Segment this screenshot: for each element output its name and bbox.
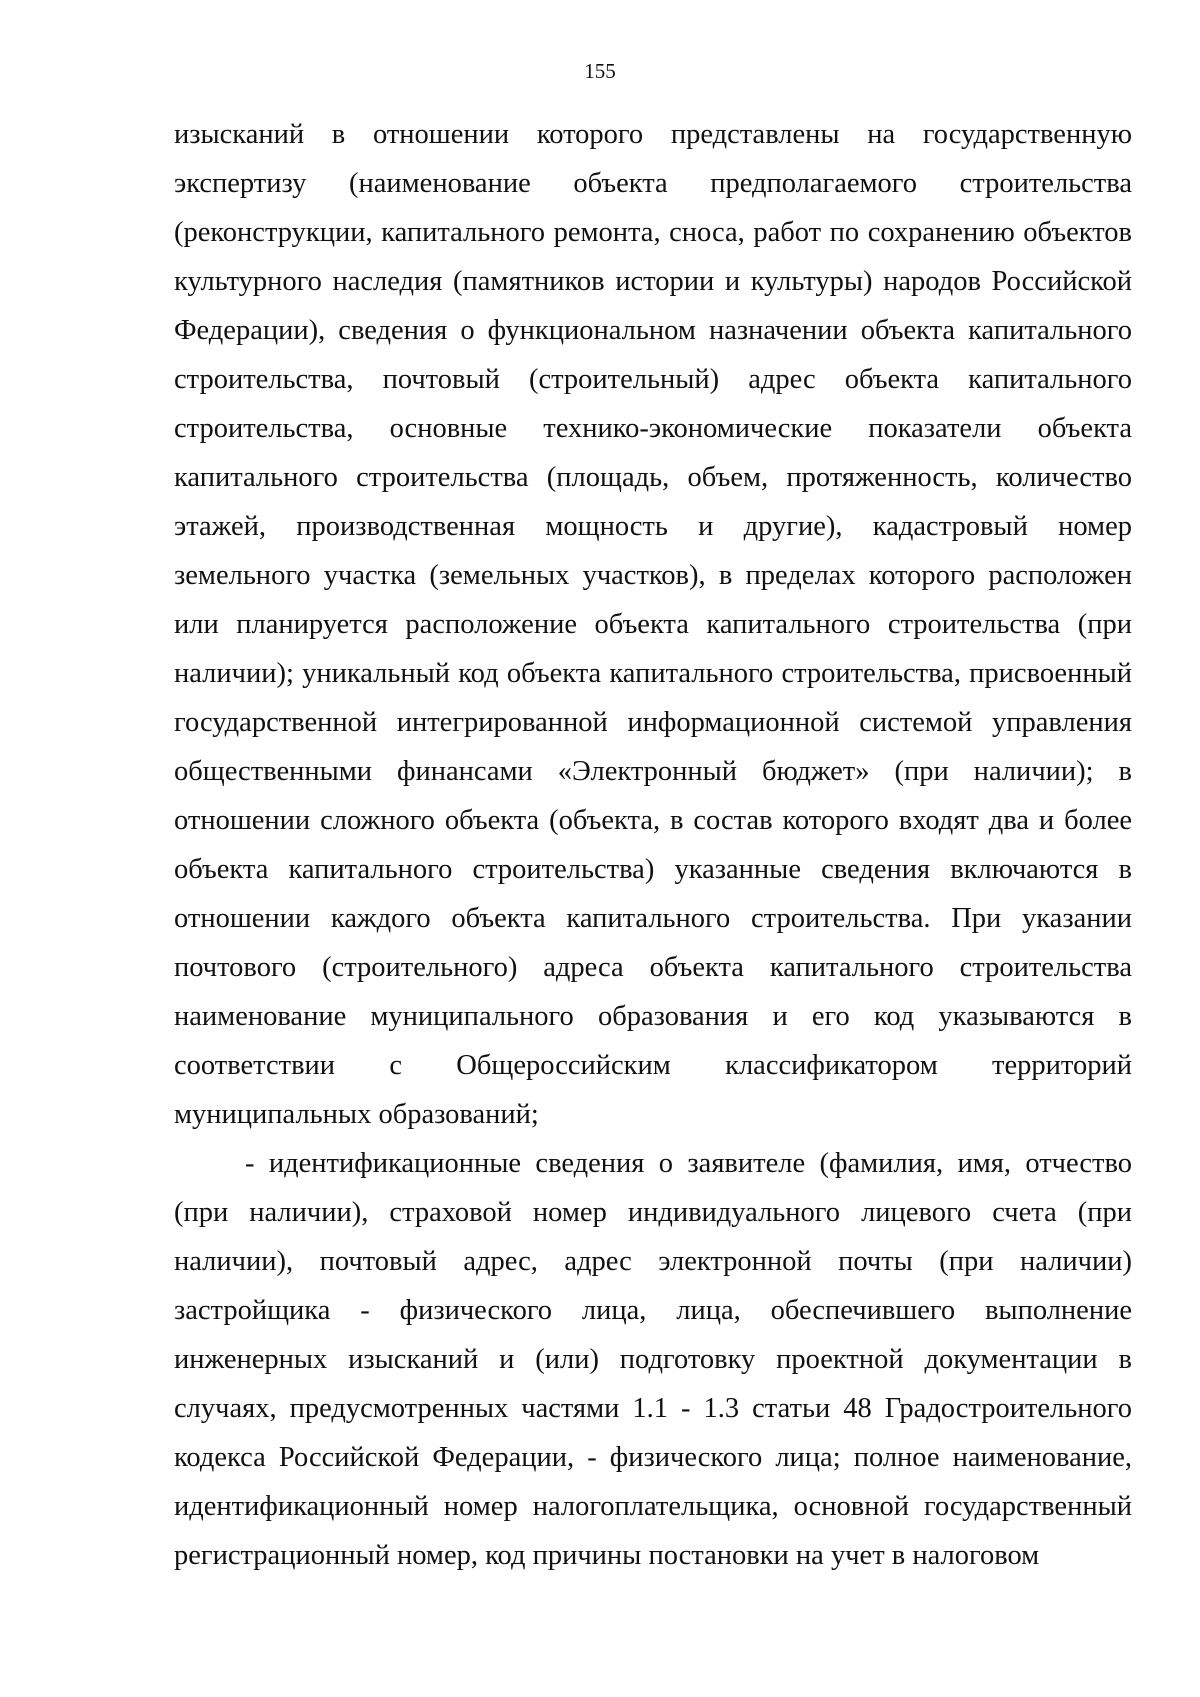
paragraph-applicant-info: - идентификационные сведения о заявителе (фамилия, имя, отчество (при наличии), страховой номер индивидуального лицевого счета (при наличии), почтовый адрес, адрес электронной почты (при наличии) застройщика - физического лица, лица, обеспечившего выполнение инженерных изысканий и (или) подготовку проектной документации в случаях, предусмотренных частями 1.1 - 1.3 статьи 48 Градостроительного кодекса Российской Федерации, - физического лица; полное наименование, идентификационный номер налогоплательщика, основной государственный регистрационный номер, код причины постановки на учет в налоговом: [174, 1148, 1132, 1571]
document-body: [174, 110, 1132, 1580]
paragraph-continuation: изысканий в отношении которого представлены на государственную экспертизу (наименование объекта предполагаемого строительства (реконструкции, капитального ремонта, сноса, работ по сохранению объектов культурного наследия (памятников истории и культуры) народов Российской Федерации), сведения о функциональном назначении объекта капитального строительства, почтовый (строительный) адрес объекта капитального строительства, основные технико-экономические показатели объекта капитального строительства (площадь, объем, протяженность, количество этажей, производственная мощность и другие), кадастровый номер земельного участка (земельных участков), в пределах которого расположен или планируется расположение объекта капитального строительства (при наличии); уникальный код объекта капитального строительства, присвоенный государственной интегрированной информационной системой управления общественными финансами «Электронный бюджет» (при наличии); в отношении сложного объекта (объекта, в состав которого входят два и более объекта капитального строительства) указанные сведения включаются в отношении каждого объекта капитального строительства. При указании почтового (строительного) адреса объекта капитального строительства наименование муниципального образования и его код указываются в соответствии с Общероссийским классификатором территорий муниципальных образований;: [174, 119, 1132, 1130]
page-number: 155: [584, 59, 616, 83]
